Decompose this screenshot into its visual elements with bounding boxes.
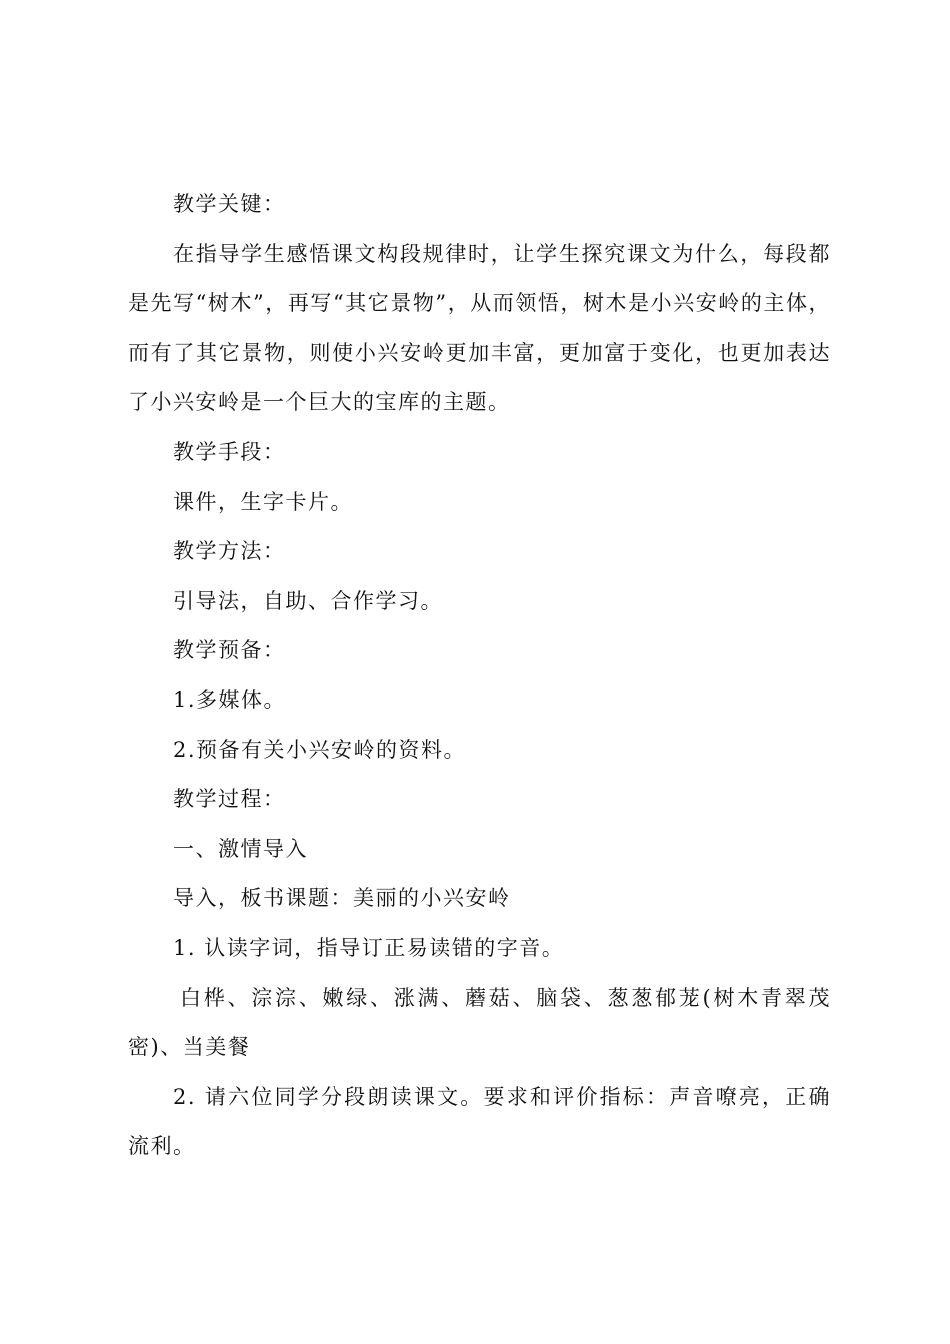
paragraph-teaching-method: 引导法，自助、合作学习。 — [173, 588, 443, 613]
section-step-1: 一、激情导入 — [173, 836, 308, 861]
heading-teaching-process: 教学过程： — [173, 787, 286, 812]
list-item-step-2: 2. 请六位同学分段朗读课文。要求和评价指标：声音嘹亮，正确流利。 — [128, 1084, 831, 1159]
paragraph-introduction: 导入，板书课题：美丽的小兴安岭 — [173, 886, 511, 911]
document-body — [128, 180, 831, 1172]
paragraph-vocabulary: 白桦、淙淙、嫩绿、涨满、蘑菇、脑袋、葱葱郁茏(树木青翠茂密)、当美餐 — [128, 985, 831, 1060]
heading-teaching-preparation: 教学预备： — [173, 638, 286, 663]
list-item-preparation-2: 2.预备有关小兴安岭的资料。 — [173, 737, 467, 762]
heading-teaching-method: 教学方法： — [173, 539, 286, 564]
heading-teaching-key: 教学关键： — [173, 192, 286, 216]
heading-teaching-means: 教学手段： — [173, 439, 286, 464]
list-item-preparation-1: 1.多媒体。 — [173, 687, 287, 712]
paragraph-teaching-key: 在指导学生感悟课文构段规律时，让学生探究课文为什么，每段都是先写“树木”，再写“其它景物”，从而领悟，树木是小兴安岭的主体，而有了其它景物，则使小兴安岭更加丰富，更加富于变化，也更加表达了小兴安岭是一个巨大的宝库的主题。 — [128, 241, 831, 415]
paragraph-teaching-means: 课件，生字卡片。 — [173, 489, 353, 514]
list-item-step-1: 1. 认读字词，指导订正易读错的字音。 — [173, 935, 565, 960]
